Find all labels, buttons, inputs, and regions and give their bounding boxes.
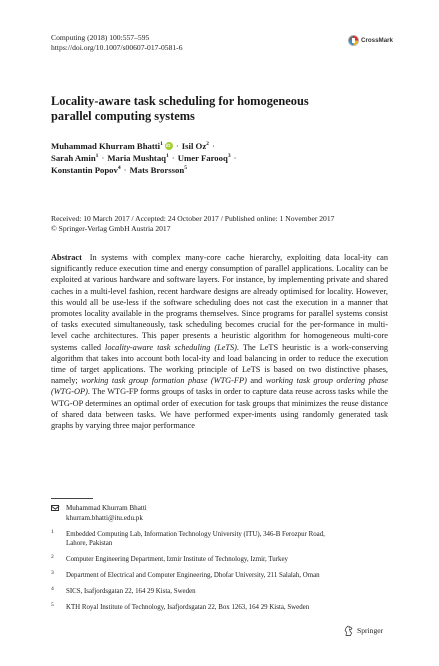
affiliation: 4 SICS, Isafjordsgatan 22, 164 29 Kista, Sweden (51, 586, 196, 596)
doi-link[interactable]: https://doi.org/10.1007/s00607-017-0581-6 (51, 43, 183, 52)
envelope-icon (51, 505, 59, 511)
publication-dates (51, 214, 391, 234)
crossmark-label: CrossMark (361, 36, 393, 44)
crossmark-badge[interactable] (348, 34, 393, 46)
springer-logo (344, 624, 383, 636)
abstract: Abstract In systems with complex many-core cache hierarchy, exploiting data local-ity can significantly reduce execution time and energy consumption of parallel applications. Locality can be exploited at various hardware and software layers. For instance, by implementing private and shared caches in a multi-level fashion, recent hardware designs are already optimised for locality. However, this would all be use-less if the software scheduling does not cast the execution in a manner that promotes locality available in the programs themselves. Since programs for parallel systems consist of tasks executed simultaneously, task scheduling becomes crucial for the per-formance in multi-level cache architectures. This paper presents a heuristic algorithm for homogeneous multi-core systems called locality-aware task scheduling (LeTS). The LeTS heuristic is a work-conserving algorithm that takes into account both local-ity and load balancing in order to reduce the execution time of target applications. The working principle of LeTS is based on two distinctive phases, namely; working task group formation phase (WTG-FP) and working task group ordering phase (WTG-OP). The WTG-FP forms groups of tasks in order to capture data reuse across tasks while the WTG-OP determines an optimal order of execution for task groups that minimizes the reuse distance of shared data between tasks. We have performed exper-iments using randomly generated task graphs by varying three major performance (51, 253, 389, 431)
paper-title (51, 94, 381, 124)
title-line: parallel computing systems (51, 109, 195, 123)
affiliation: 2 Computer Engineering Department, Izmir Institute of Technology, Izmir, Turkey (51, 554, 288, 564)
author-name[interactable]: Maria Mushtaq$^1$ (107, 153, 169, 163)
author-name[interactable]: Isil Oz$^2$ (181, 141, 209, 151)
affiliation: 1 Embedded Computing Lab, Information Technology University (ITU), 346-B Ferozpur Road, Lahore, Pakistan (51, 529, 325, 548)
affiliation: 3 Department of Electrical and Computer Engineering, Dhofar University, 211 Salalah, Oman (51, 570, 320, 580)
title-line: Locality-aware task scheduling for homogeneous (51, 94, 309, 108)
author-name[interactable]: Mats Brorsson$^5$ (129, 165, 187, 175)
author-separator: · (101, 153, 105, 163)
affiliation-list (51, 530, 388, 619)
journal-citation: Computing (2018) 100:557–595 (51, 33, 150, 42)
author-separator: · (123, 165, 127, 175)
author-name[interactable]: Sarah Amin$^1$ (51, 153, 99, 163)
springer-horse-icon (344, 625, 353, 636)
footnote-rule (51, 498, 93, 499)
author-name[interactable]: Konstantin Popov$^4$ (51, 165, 121, 175)
affiliation: 5 KTH Royal Institute of Technology, Isafjordsgatan 22, Box 1263, 164 29 Kista, Sweden (51, 602, 310, 612)
history-line: Received: 10 March 2017 / Accepted: 24 October 2017 / Published online: 1 November 2017 (51, 214, 335, 223)
springer-label: Springer (357, 625, 384, 635)
journal-info (51, 33, 183, 53)
author-list (51, 140, 391, 176)
orcid-icon[interactable] (165, 142, 173, 150)
author-separator: · (175, 141, 179, 151)
author-separator: · (171, 153, 175, 163)
author-name[interactable]: Muhammad Khurram Bhatti$^1$iD (51, 141, 173, 151)
author-separator: · (233, 153, 237, 163)
crossmark-icon (348, 35, 359, 46)
corresponding-email[interactable]: khurram.bhatti@itu.edu.pk (66, 513, 143, 522)
corresponding-name: Muhammad Khurram Bhatti (66, 504, 147, 512)
copyright-line: © Springer-Verlag GmbH Austria 2017 (51, 224, 171, 233)
abstract-label: Abstract (51, 253, 82, 262)
author-name[interactable]: Umer Farooq$^3$ (177, 153, 231, 163)
author-separator: · (211, 141, 215, 151)
